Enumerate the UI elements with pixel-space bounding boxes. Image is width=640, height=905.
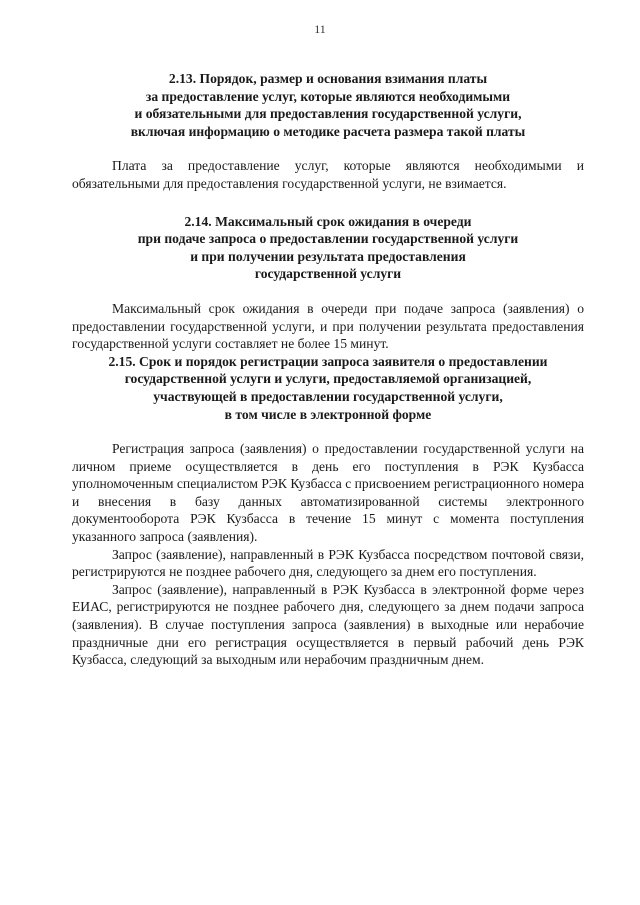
- heading-line: и обязательными для предоставления государственной услуги,: [134, 106, 522, 122]
- document-body: [72, 70, 584, 669]
- heading-line: государственной услуги: [254, 266, 402, 282]
- heading-line: за предоставление услуг, которые являются необходимыми: [145, 88, 511, 104]
- heading-line: участвующей в предоставлении государственной услуги,: [153, 388, 503, 404]
- paragraph: Регистрация запроса (заявления) о предоставлении государственной услуги на личном приеме осуществляется в день его поступления в РЭК Кузбасса уполномоченным специалистом РЭК Кузбасса с присвоением регистрационного номера и внесения в базу данных автоматизированной системы электронного документооборота РЭК Кузбасса в течение 15 минут с момента поступления указанного запроса (заявления).: [72, 441, 584, 545]
- section-heading: [72, 70, 584, 140]
- heading-line: 2.15. Срок и порядок регистрации запроса заявителя о предоставлении: [108, 353, 548, 369]
- heading-line: 2.14. Максимальный срок ожидания в очереди: [184, 213, 472, 229]
- heading-line: и при получении результата предоставления: [190, 248, 466, 264]
- heading-line: при подаче запроса о предоставлении государственной услуги: [137, 231, 519, 247]
- page-number: 11: [314, 22, 326, 36]
- heading-line: государственной услуги и услуги, предоставляемой организацией,: [124, 371, 532, 387]
- section-heading: [72, 213, 584, 283]
- paragraph: Запрос (заявление), направленный в РЭК Кузбасса посредством почтовой связи, регистрируются не позднее рабочего дня, следующего за днем его поступления.: [72, 546, 584, 580]
- section-2-14: [72, 213, 584, 353]
- section-heading: [72, 353, 584, 423]
- section-2-13: [72, 70, 584, 193]
- heading-line: в том числе в электронной форме: [224, 406, 432, 422]
- section-2-15: [72, 353, 584, 669]
- heading-line: включая информацию о методике расчета размера такой платы: [130, 123, 526, 139]
- paragraph: Максимальный срок ожидания в очереди при подаче запроса (заявления) о предоставлении государственной услуги, и при получении результата предоставления государственной услуги составляет не более 15 минут.: [72, 300, 584, 352]
- paragraph: Запрос (заявление), направленный в РЭК Кузбасса в электронной форме через ЕИАС, регистрируются не позднее рабочего дня, следующего за днем подачи запроса (заявления). В случае поступления запроса (заявления) в выходные или нерабочие праздничные дни его регистрация осуществляется в первый рабочий день РЭК Кузбасса, следующий за выходным или нерабочим праздничным днем.: [72, 581, 584, 668]
- heading-line: 2.13. Порядок, размер и основания взимания платы: [168, 71, 488, 86]
- paragraph: Плата за предоставление услуг, которые являются необходимыми и обязательными для предоставления государственной услуги, не взимается.: [72, 158, 584, 191]
